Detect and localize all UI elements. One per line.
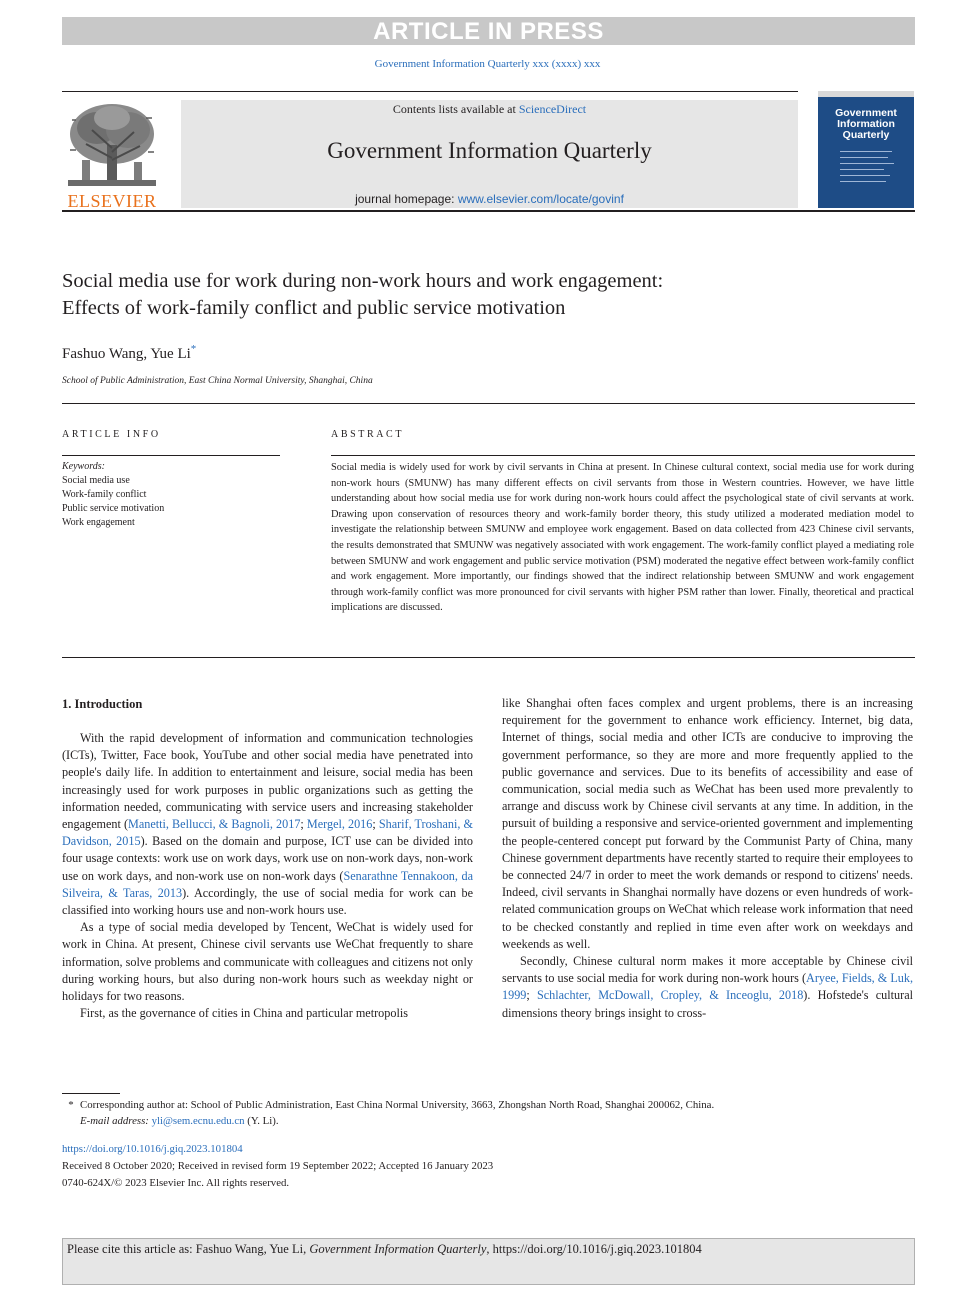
header-top-rule bbox=[62, 91, 798, 92]
keyword-item: Work engagement bbox=[62, 517, 135, 528]
sciencedirect-link[interactable]: ScienceDirect bbox=[518, 102, 587, 116]
keyword-item: Social media use bbox=[62, 475, 130, 486]
cover-line bbox=[840, 175, 890, 176]
citation-journal: Government Information Quarterly bbox=[309, 1242, 487, 1256]
email-label: E-mail address: bbox=[80, 1115, 149, 1127]
journal-homepage bbox=[181, 192, 798, 206]
journal-header-box bbox=[181, 100, 798, 208]
keywords-label: Keywords: bbox=[62, 461, 105, 472]
paragraph: As a type of social media developed by Tencent, WeChat is widely used for work in China. At present, Chinese civil servants use WeChat frequently to share information, solve problems and communicate with colleagues and citizens not only during working hours, but also during non-work hours such as weekday night or holidays for two reasons. bbox=[62, 920, 473, 1004]
running-header[interactable]: Government Information Quarterly xxx (xxxx) xxx bbox=[374, 58, 601, 70]
citation-link[interactable]: Aryee, Fields, & Luk, 1999 bbox=[502, 971, 913, 1003]
text-run: Secondly, Chinese cultural norm makes it more acceptable by Chinese civil servants to use social media for work during non-work hours ( bbox=[502, 954, 913, 986]
header-bottom-rule bbox=[62, 210, 915, 212]
article-info-heading: ARTICLE INFO bbox=[62, 429, 161, 440]
text-run: ; bbox=[300, 817, 307, 832]
author-list bbox=[62, 343, 196, 363]
article-title bbox=[62, 268, 915, 322]
citation-prefix: Please cite this article as: Fashuo Wang, Yue Li, bbox=[67, 1242, 310, 1256]
affiliation: School of Public Administration, East China Normal University, Shanghai, China bbox=[62, 376, 373, 386]
title-line-2: Effects of work-family conflict and public service motivation bbox=[62, 297, 566, 319]
citation-link[interactable]: Sharif, Troshani, & Davidson, 2015 bbox=[62, 817, 474, 849]
abstract-heading: ABSTRACT bbox=[331, 429, 405, 440]
body-column-left bbox=[62, 730, 473, 1022]
journal-title: Government Information Quarterly bbox=[327, 138, 652, 163]
divider bbox=[62, 657, 915, 658]
text-run: ). Accordingly, the use of social media for work can be classified into working hours use and non-work hours use. bbox=[62, 885, 473, 918]
corresponding-text: Corresponding author at: School of Public Administration, East China Normal University, 3663, Zhongshan North Road, Shanghai 200062, China. bbox=[80, 1099, 715, 1111]
copyright-line: 0740-624X/© 2023 Elsevier Inc. All rights reserved. bbox=[62, 1177, 290, 1189]
footnote-rule bbox=[62, 1093, 120, 1094]
text-run: With the rapid development of information and communication technologies (ICTs), Twitter, Face book, YouTube and other social media have penetrated into people's daily life. In addition to entertainment and leisure, social media has been increasingly used for work purposes in public organizations such as getting the information needed, communicating with service users and increasing stakeholder engagement ( bbox=[62, 731, 473, 832]
title-line-1: Social media use for work during non-work hours and work engagement: bbox=[62, 270, 664, 292]
abstract-text: Social media is widely used for work by civil servants in China at present. In Chinese cultural context, social media use for work during non-work hours (SMUNW) has many different effects on civil servants from those in Western countries. However, we have little understanding about how social media use for work during non-work hours could affect the psychological state of civil servants at work. Drawing upon conservation of resources theory and work-family border theory, this study utilized a moderated mediation model to investigate the relationship between SMUNW and employee work engagement. Based on data collected from 423 Chinese civil servants, the results demonstrated that SMUNW was negatively associated with work engagement. The work-family conflict played a mediating role between SMUNW and work engagement and public service motivation (PSM) moderated the negative effect between work-family conflict and work engagement. More importantly, our findings showed that the indirect relationship between SMUNW and work engagement through work-family conflict was more pronounced for civil servants with higher PSM rather than lower. Finally, theoretical and practical implications are discussed. bbox=[331, 462, 914, 614]
divider bbox=[62, 403, 915, 404]
abstract-rule bbox=[331, 455, 915, 456]
paragraph: First, as the governance of cities in China and particular metropolis bbox=[80, 1006, 408, 1021]
article-info-rule bbox=[62, 455, 280, 456]
paragraph bbox=[62, 730, 473, 919]
email-suffix: (Y. Li). bbox=[244, 1115, 279, 1127]
contents-line bbox=[181, 102, 798, 117]
text-run: ; bbox=[526, 988, 537, 1003]
history-line: Received 8 October 2020; Received in revised form 19 September 2022; Accepted 16 January 2023 bbox=[62, 1160, 494, 1172]
body-column-right bbox=[502, 695, 913, 1022]
cover-line bbox=[840, 169, 884, 170]
cover-top-strip bbox=[818, 91, 914, 97]
email-link[interactable]: yli@sem.ecnu.edu.cn bbox=[151, 1115, 245, 1127]
citation-suffix: , https://doi.org/10.1016/j.giq.2023.101804 bbox=[486, 1242, 702, 1256]
citation-link[interactable]: Mergel, 2016 bbox=[306, 817, 373, 832]
tree-icon bbox=[62, 100, 162, 188]
citation-link[interactable]: Schlachter, McDowall, Cropley, & Inceoglu, 2018 bbox=[536, 988, 804, 1003]
homepage-link[interactable]: www.elsevier.com/locate/govinf bbox=[457, 192, 624, 206]
cover-title: Government Information Quarterly bbox=[835, 107, 897, 141]
authors-text: Fashuo Wang, Yue Li bbox=[62, 346, 191, 362]
citation-box bbox=[62, 1238, 915, 1285]
cover-line bbox=[840, 157, 888, 158]
doi-link[interactable]: https://doi.org/10.1016/j.giq.2023.101804 bbox=[62, 1143, 243, 1155]
footnote-star: * bbox=[68, 1099, 74, 1111]
journal-cover-thumbnail[interactable] bbox=[818, 91, 914, 208]
citation-link[interactable]: Manetti, Bellucci, & Bagnoli, 2017 bbox=[128, 817, 301, 832]
keyword-item: Public service motivation bbox=[62, 503, 165, 514]
paragraph: like Shanghai often faces complex and urgent problems, there is an increasing requirement for the government to enhance work efficiency. Internet, big data, Internet of things, social media and other ICTs are conducive to improving the government performance, so they are more and more frequently applied to the public governance and services. Due to its benefits of accessibility and ease of communication, social media such as WeChat has been used more prevalently to arrange and discuss work by Chinese civil servants at any time. In addition, in the pursuit of building a responsive and service-oriented government and implementing the people-centered concept put forward by the Communist Party of China, many Chinese government departments have recently started to require their employees to be connected 24/7 in order to meet the work demands or respond to citizens' needs. Indeed, civil servants in Shanghai normally have dozens or even hundreds of work-related communication groups on WeChat which release work information that need to be checked constantly and replied in time even after work on weekdays and weekends as well. bbox=[502, 696, 914, 951]
email-line bbox=[62, 1113, 915, 1129]
text-run: ). Hofstede's cultural dimensions theory brings insight to cross- bbox=[502, 988, 913, 1020]
cover-line bbox=[840, 151, 892, 152]
text-run: ; bbox=[372, 817, 379, 832]
publication-info bbox=[62, 1141, 493, 1192]
homepage-prefix: journal homepage: bbox=[355, 192, 458, 206]
corresponding-author-mark[interactable]: * bbox=[190, 343, 197, 355]
cover-line bbox=[840, 181, 886, 182]
paragraph bbox=[502, 953, 913, 1022]
article-in-press-banner: ARTICLE IN PRESS bbox=[62, 17, 915, 45]
text-run: ). Based on the domain and purpose, ICT use can be divided into four usage contexts: work use on work days, work use on non-work days, non-work use on work days, and non-work use on non-work days ( bbox=[62, 834, 473, 883]
keyword-item: Work-family conflict bbox=[62, 489, 147, 500]
contents-prefix: Contents lists available at bbox=[392, 102, 519, 116]
keywords-block bbox=[62, 460, 164, 530]
elsevier-wordmark: ELSEVIER bbox=[67, 191, 157, 211]
section-heading-introduction: 1. Introduction bbox=[62, 697, 143, 711]
footnote bbox=[62, 1097, 915, 1129]
corresponding-author-note bbox=[62, 1097, 915, 1113]
cover-line bbox=[840, 163, 894, 164]
citation-link[interactable]: Senarathne Tennakoon, da Silveira, & Taras, 2013 bbox=[62, 868, 473, 900]
